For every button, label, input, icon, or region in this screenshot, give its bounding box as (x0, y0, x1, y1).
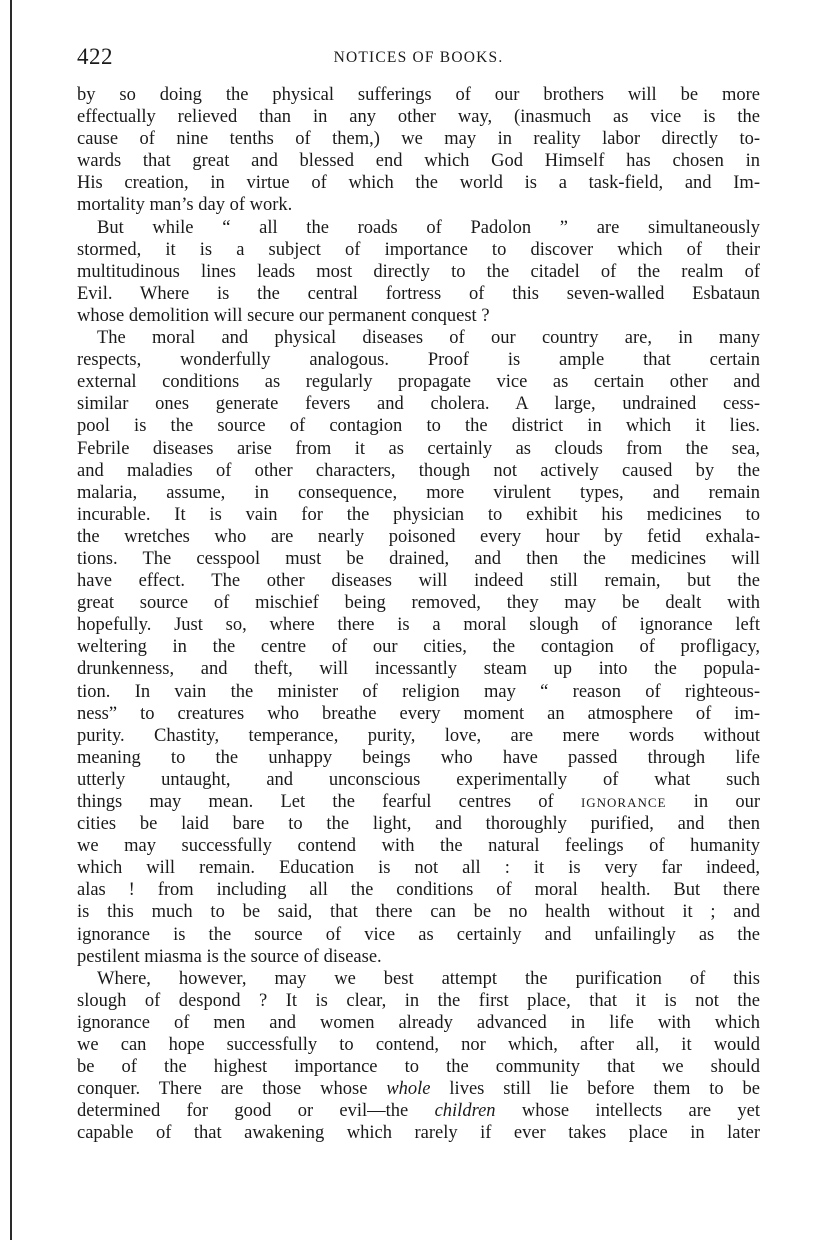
text-line: drunkenness, and theft, will incessantly steam up into the popula- (77, 659, 760, 680)
text-line: stormed, it is a subject of importance to discover which of their (77, 239, 760, 260)
text-line: hopefully. Just so, where there is a moral slough of ignorance left (77, 615, 760, 636)
text-line: The moral and physical diseases of our country are, in many (97, 328, 760, 349)
text-line: alas ! from including all the conditions of moral health. But there (77, 880, 760, 901)
text-line: and maladies of other characters, though not actively caused by the (77, 460, 760, 481)
text-line: wards that great and blessed end which God Himself has chosen in (77, 151, 760, 172)
text-line: whose demolition will secure our permanent conquest ? (77, 305, 490, 326)
text-segment: lives still lie before them to be (449, 1079, 760, 1100)
text-line: But while “ all the roads of Padolon ” are simultaneously (97, 217, 760, 238)
text-line-with-italic (77, 1078, 760, 1100)
text-line: the wretches who are nearly poisoned every hour by fetid exhala- (77, 526, 760, 547)
text-line-with-italic (77, 1100, 760, 1122)
text-line: we may successfully contend with the natural feelings of humanity (77, 836, 760, 857)
text-line: malaria, assume, in consequence, more virulent types, and remain (77, 482, 760, 503)
text-line: ignorance of men and women already advanced in life with which (77, 1012, 760, 1033)
text-line: Febrile diseases arise from it as certainly as clouds from the sea, (77, 438, 760, 459)
text-line: be of the highest importance to the community that we should (77, 1057, 760, 1078)
page-header (77, 44, 760, 74)
scan-binding-edge (10, 0, 12, 1240)
small-caps-word: ignorance (580, 792, 667, 812)
text-line: we can hope successfully to contend, nor which, after all, it would (77, 1035, 760, 1056)
text-line: meaning to the unhappy beings who have passed through life (77, 747, 760, 768)
text-line: external conditions as regularly propagate vice as certain other and (77, 372, 760, 393)
text-segment: whose intellects are yet (521, 1101, 760, 1122)
text-line: ignorance is the source of vice as certainly and unfailingly as the (77, 924, 760, 945)
text-line: tion. In vain the minister of religion may “ reason of righteous- (77, 681, 760, 702)
text-line: which will remain. Education is not all : it is very far indeed, (77, 858, 760, 879)
running-head: NOTICES OF BOOKS. (333, 49, 504, 66)
text-line: pestilent miasma is the source of disease. (77, 946, 382, 967)
text-line: mortality man’s day of work. (77, 195, 293, 216)
text-line: cause of nine tenths of them,) we may in reality labor directly to- (77, 129, 760, 150)
page-number: 422 (77, 44, 113, 69)
text-line: pool is the source of contagion to the district in which it lies. (77, 416, 760, 437)
text-line: His creation, in virtue of which the world is a task-field, and Im- (77, 173, 760, 194)
text-line: respects, wonderfully analogous. Proof is ample that certain (77, 350, 760, 371)
text-line: incurable. It is vain for the physician to exhibit his medicines to (77, 504, 760, 525)
italic-word: whole (386, 1079, 431, 1100)
text-line: is this much to be said, that there can be no health without it ; and (77, 902, 760, 923)
text-line: effectually relieved than in any other way, (inasmuch as vice is the (77, 107, 760, 128)
text-line: similar ones generate fevers and cholera. A large, undrained cess- (77, 394, 760, 415)
text-line: cities be laid bare to the light, and thoroughly purified, and then (77, 814, 760, 835)
text-line: slough of despond ? It is clear, in the first place, that it is not the (77, 990, 760, 1011)
text-segment: conquer. There are those whose (77, 1079, 368, 1100)
text-segment: things may mean. Let the fearful centres of (77, 792, 554, 812)
text-line: capable of that awakening which rarely if ever takes place in later (77, 1123, 760, 1144)
text-line: Evil. Where is the central fortress of this seven-walled Esbataun (77, 283, 760, 304)
text-line: weltering in the centre of our cities, the contagion of profligacy, (77, 637, 760, 658)
text-line: purity. Chastity, temperance, purity, love, are mere words without (77, 725, 760, 746)
text-line: multitudinous lines leads most directly to the citadel of the realm of (77, 261, 760, 282)
text-segment: determined for good or evil—the (77, 1101, 409, 1122)
text-line: Where, however, may we best attempt the purification of this (97, 968, 760, 989)
text-line: ness” to creatures who breathe every moment an atmosphere of im- (77, 703, 760, 724)
body-text (77, 84, 760, 1145)
text-line: tions. The cesspool must be drained, and then the medicines will (77, 548, 760, 569)
text-line: have effect. The other diseases will indeed still remain, but the (77, 571, 760, 592)
text-line: by so doing the physical sufferings of our brothers will be more (77, 85, 760, 105)
text-line-with-small-caps (77, 791, 760, 813)
text-line: great source of mischief being removed, they may be dealt with (77, 593, 760, 614)
italic-word: children (434, 1101, 496, 1122)
text-line: utterly untaught, and unconscious experimentally of what such (77, 769, 760, 790)
text-segment: in our (693, 792, 760, 812)
